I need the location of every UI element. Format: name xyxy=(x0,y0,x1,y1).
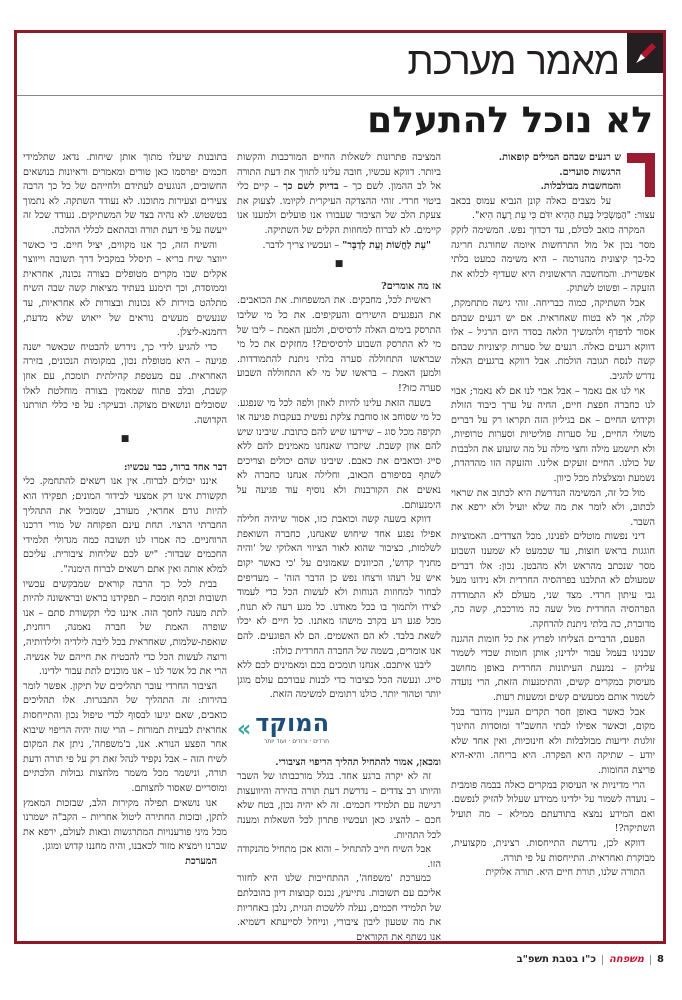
end-mark-icon: ■ xyxy=(334,259,344,270)
paragraph: כדי להגיע לידי כך, נידרש להבטיח שכאשר ישנה פגיעה – היא מטופלת נכון, במקומות הנכונים, בזירה האחראית. עם מעטפת קהילתית תומכת, עם אוזן קשבת, ובלב פתוח שמאמין בצורה מוחלטת לאלו שסובלים ונושאים מצוקה. ובעיקר: על פי כללי תורתנו הקדושה. xyxy=(23,341,227,426)
paragraph: דווקא בשעה קשה וכואבת כזו, אסור שיהיה חלילה אפילו נפגע אחד שיחוש שאנחנו, כחברה השואפת לשלמות, כציבור שהוא לאור הציווי האלוקי של 'והיה מחניך קדוש', הכיוונים שאמונים על 'כי כאשר יקום איש על רעהו ורצחו נפש כן הדבר הזה' – מעדיפים לבחור למחוזות הנוחות ולא לעשות הכל כדי לעמוד לצידו ולתמוך בו בכל מאודנו. כל מגע רעה לא תנוח, מכל פגע רע בקרב מישהו מאתנו. כל חיים לא יכלו לשאת בלבד. לא הם האשמים. הם לא הפוגעים. להם אנו אומרים, בשמה של החברה החרדית כולה: xyxy=(237,514,441,657)
paragraph: ליבנו איתכם. אנחנו תומכים בכם ומאמינים לכם ללא סייג. ונעשה הכל כציבור כדי לבנות עבורכם עולם מוגן יותר וטהור יותר. כולנו רתומים למשימה הזאת. xyxy=(237,660,441,701)
column-right xyxy=(451,151,655,935)
subheading: אז מה אומרים? xyxy=(381,280,441,292)
paragraph: הציבור החרדי עובר תהליכים של תיקון. אפשר לומר בהירות: זה התהליך של התבגרות. אלו תהליכים כואבים, שאם יגיעו לבסוף לכדי טיפול נכון והתייחסות אחראית לבעיות תמורות – הרי שזה יהיה הריפוי שיבוא אחר הפצע הנורא. אנו, ב'משפחה', ניתן את המקום לשיח הזה – אבל נקפיד לנהל זאת רק על פי תורה ודעת תורה, ונישמר מכל משמר מלחצות גבולות הלכתיים ומוסריים שאסור לחצותם. xyxy=(23,680,227,794)
paragraph: אנו נושאים תפילה מקירות הלב, שבזכות המאמץ לתקן, ובזכות החתירה ליטול אחריות – הקב"ה ישמרנו מכל מיני פורענויות המתרגשות ובאות לעולם, ירפא את שברנו וימציא מזור לכאבנו, והיה מחננו קדוש ומוגן. xyxy=(23,797,227,853)
paragraph: איננו יכולים לברוח. אין אנו רשאים להתחמק. כלי תקשורת אינו רק אמצעי לבידור המונים; תפקידו הוא להיות גורם אחראי, מעורב, שמוביל את התהליך החברתי הרצוי. תחת עינם הפקוחה של מורי דרכנו הרוחניים. כה אמרו לנו תשובה כמה מגדולי תלמידי החכמים שבדור: "יש לכם שליחות ציבורית. עליכם למלא אותה ואין אתם רשאים לברוח הימנה". xyxy=(23,476,227,576)
lead-line: והמחשבות מבולבלות. xyxy=(540,181,621,193)
logo-name: המוקד xyxy=(255,708,330,737)
quote: "עֵת לַחֲשׁוֹת וְעֵת לְדַבֵּר" xyxy=(342,239,431,251)
page-number: 8 xyxy=(657,954,664,965)
text-span: – ועכשיו צריך לדבר. xyxy=(262,239,343,251)
paragraph: אבל השיח חייב להתחיל – והוא אכן מתחיל מהנקודה הזו. xyxy=(237,844,441,870)
signature: המערכת xyxy=(185,855,217,867)
lead-line: הרגשות סוערים. xyxy=(559,166,621,178)
logo-tagline: חרדים · ורודים · ועוד יותר xyxy=(263,737,330,745)
lead-line: ש רגעים שבהם המילים קופאות. xyxy=(498,152,621,163)
article-frame xyxy=(14,30,666,944)
subheading: ומכאן, אמור להתחיל תהליך הריפוי הציבורי. xyxy=(275,756,441,768)
column-middle xyxy=(237,151,441,943)
paragraph: על מצבים כאלה קונן הנביא עמוס בכאב עצור: "הַמַּשְׂכִּיל בָּעֵת הַהִיא יִדֹּם כִּי עֵת רָעָה הִיא". xyxy=(451,195,655,222)
hamoked-logo xyxy=(237,708,441,750)
chevron-arrows-icon: « xyxy=(237,717,252,743)
paragraph: והשיח הזה, כך אנו מקווים, יציל חיים. כי כאשר ייווצר שיח בריא – תיסלל במקביל דרך תשובה וייווצר אקלים שבו מקרים מטופלים בצורה נכונה, אחראית וממוסדת, וכך תימנע בעתיד מציאות קשה שבה השיח מתלהט בזירות לא נכונות ובצורות לא אחראיות, עד שנעשים מעשים נוראים של ייאוש שלא מדעת, רחמנא-ליצלן. xyxy=(23,239,227,339)
paragraph xyxy=(237,151,441,239)
text-span: – קיים כלי ביטוי חרדי. זוהי ההצדקה העיקרית לקיומו. לצעוק את צעקת הלב של הציבור שעבורו אנו פועלים ולמענו אנו קיימים. לא לברוח למחוזות הקלים של השתיקה. xyxy=(237,181,441,236)
paragraph: בשעה הזאת עלינו להיות לאוזן ולפה לכל מי שנפגע. כל מי שסוחב או סוחבת צלקת נפשית בעקבות פגיעה או תקיפה מכל סוג – שיידעו שיש להם כתובת. שיבינו שיש להם אוזן קשבת. שיזכרו שאנחנו מאמינים להם ללא סייג וכואבים את כאבם. שיבינו שהם יכולים וצריכים לשתף בסיפורם הכאוב, וחלילה אנחנו כחברה לא נאשים את הקורבנות ולא נוסיף עוד פגיעה על הימנעותם. xyxy=(237,397,441,511)
paragraph: דווקא לכן, נדרשת התייחסות. רצינית, מקצועית, מבוקרת ואחראית. התייחסות על פי תורה. xyxy=(451,837,655,864)
quote-paragraph xyxy=(237,239,441,254)
article-headline: לא נוכל להתעלם xyxy=(367,100,653,141)
paragraph: אוי לנו אם נאמר – אבל אבוי לנו אם לא נאמר; אבוי לנו כחברה חפצת חיים, החיה על ערך כיבוד הזולת וקידוש החיים – אם בגיליון הזה תקראו רק על דברים משולי החיים, על סערות פוליטיות וסערות טרופיות, ולא תישמע מילה וחצי מילה על מה שזעזע את הלבבות של כולנו. החיים זועקים אלינו. והזעקה הזו מהדהדת, נשמעת ומצלצלת מכל כיוון. xyxy=(451,385,655,485)
paragraph: כמערכת 'משפחה', ההתחייבות שלנו היא לחזור אליכם עם תשובות. נתייעץ, נכנס קבוצות דיון בהובלתם של תלמידי חכמים, נעלה ללשכות הגזית, נלבן באחריות את מה שטעון ליבון ציבורי, ונייחל לסייעתא דשמיא. אנו נשתף את הקוראים xyxy=(237,873,441,943)
paragraph: הפעם, הדברים הצליחו לפרוץ את כל חומות ההגנה שבנינו בעמל עבור ילדינו; אותן חומות שכדי לשמור עליהן – נמנעת העיתונות החרדית באופן מחושב מעיסוק במקרים קשים, והתימנעות הזאת, הרי נועדה לשמור אותם ממעשים קשים ומשעות רעות. xyxy=(451,633,655,703)
emphasis: בדיוק לשם כך xyxy=(283,181,339,193)
paragraph: בבית לכל כך הרבה קוראים שמבקשים עכשיו תשובות וכתף תומכת – תפקידנו בראש ובראשונה להיות לתת מענה לחסך הזה. איננו כלי תקשורת סתם – אנו שופרה האמת של חברה נאמנה, רוחנית, שואפת-שלמות, שאחראית בכל ליבה לילדיה ולילדותיה, ורוצה לעשות הכל כדי להבטיח את חייהם של אנשיה. הרי את כל אשר לנו – אנו מוכנים לתת עבור ילדינו. xyxy=(23,578,227,678)
paragraph: הרי מדיניות אי העיסוק במקרים כאלה בבמה פומבית – נועדה לשמור על ילדינו ממידע שעלול להזיק לנפשם. ואם המידע נמצא בתודעתם ממילא – מה תועיל השתיקה?! xyxy=(451,779,655,835)
paragraph: המקרה כואב לכולם, עד דכדוך נפש. המשימה לזקק מסר נכון אל מול התרחשות איומה שחורגת חריגה כל-כך קיצונית מהנורמה – היא משימה כמעט בלתי אפשרית. והמחשבה הראשונית היא שעדיף לכלוא את הזעקה – ופשוט לשתוק. xyxy=(451,224,655,295)
column-left xyxy=(23,151,227,935)
section-title: מאמר מערכת xyxy=(407,39,619,83)
subheading: דבר אחד ברור, כבר עכשיו: xyxy=(123,461,227,473)
section-header xyxy=(17,33,663,96)
divider xyxy=(650,955,651,965)
drop-cap-shin xyxy=(627,153,655,197)
pencil-icon xyxy=(627,33,663,73)
page-footer xyxy=(517,954,664,965)
article-body xyxy=(23,151,655,943)
paragraph: זה לא יקרה ברגע אחד. בגלל מורכבותו של השבר והיותו רב צדדים – נדרשת דעת תורה בהירה והיוועצות רגישה עם תלמידי חכמים. זה לא יהיה נכון, בטח שלא חכם – להציג כאן ועכשיו פתרון לכל השאלות ומענה לכל התהיות. xyxy=(237,771,441,841)
divider xyxy=(602,955,603,965)
paragraph: ראשית לכל, מחבקים. את המשפחות. את הכואבים. את הנפגעים הישירים והעקיפים. את כל מי שליבו התרסק בימים האלה לרסיסים, ולמען האמת – ליבו של מי לא התרסק השבוע לרסיסים?! מחזקים את כל מי שבראשו התחוללה סערה בלתי ניתנת להתמודדות. ולמען האמת – בראשו של מי לא התחוללה השבוע סערה כזו?! xyxy=(237,295,441,394)
issue-date: כ"ו בטבת תשפ"ב xyxy=(516,954,596,965)
paragraph: התורה שלנו, תורת חיים היא. תורה אלוקית xyxy=(485,867,645,879)
paragraph: דיני נפשות מוטלים לפנינו, מכל הצדדים. האמוציות חוגגות בראש חוצות, עד שכמעט לא שמענו השבוע מסר שנכתב מהראש ולא מהבטן. נכון: אלו דברים שמעולם לא התלבנו בפרהסיה החרדית ולא נידונו מעל גבי עיתון חרדי. מצד שני, מעולם לא התמודדה הפרהסיה החרדית מול שעה כה מורכבת, קשה כה, מדוברת, כה בלתי ניתנת להדחקה. xyxy=(451,531,655,630)
publication-brand: משפחה xyxy=(608,954,645,965)
paragraph: בתובנות שיעלו מתוך אותן שיחות. נדאג שתלמידי חכמים יפרסמו כאן טורים ומאמרים וראיונות בנושאים החשובים, הנוגעים לעתידם ולחייהם של כל כך הרבה צעירים וצעירות מתוכנו. לא נעודד השתקה. לא נתמוך בטשטוש. לא נהיה בצד של המשתיקים. נעודד שכל זה ייעשה על פי דעת תורה ובהתאם לכללי ההלכה. xyxy=(23,152,227,236)
paragraph: אבל השתיקה, כמוה כבריחה. זוהי גישה מתחמקת, קלה, אך לא בטוח שאחראית. אם יש רגעים שבהם אסור לדפדף ולהמשיך הלאה בסדר היום הרגיל – אלו דווקא רגעים כאלה. רגעים של סערות קיצוניות שבהם קשה לנסח תגובה הולמת. אבל דווקא ברגעים האלה נדרש להגיב. xyxy=(451,297,655,382)
paragraph: אבל כאשר באופן חסר תקדים העניין מדובר בכל מקום, וכאשר אפילו לבתי החשב"ד ומוסדות החינוך זולגות ידיעות מבולבלות ולא חינוכיות, ואין אחד שלא יודע – שתיקה היא הפקרה. היא בריחה. והיא-היא פריצת החומות. xyxy=(451,706,655,776)
text-span: המציבה פתרונות לשאלות החיים המורכבות והקשות ביותר. דווקא עכשיו, חובה עלינו לתווך את דעת התורה אל לב ההמון. לשם כך – xyxy=(237,152,441,193)
end-mark-icon: ■ xyxy=(120,434,130,445)
paragraph: מול כל זה, המשימה הנדרשת היא לכתוב את שראוי לכתוב, ולא לומר את מה שלא יועיל ולא ירפא את השבר. xyxy=(451,487,655,528)
